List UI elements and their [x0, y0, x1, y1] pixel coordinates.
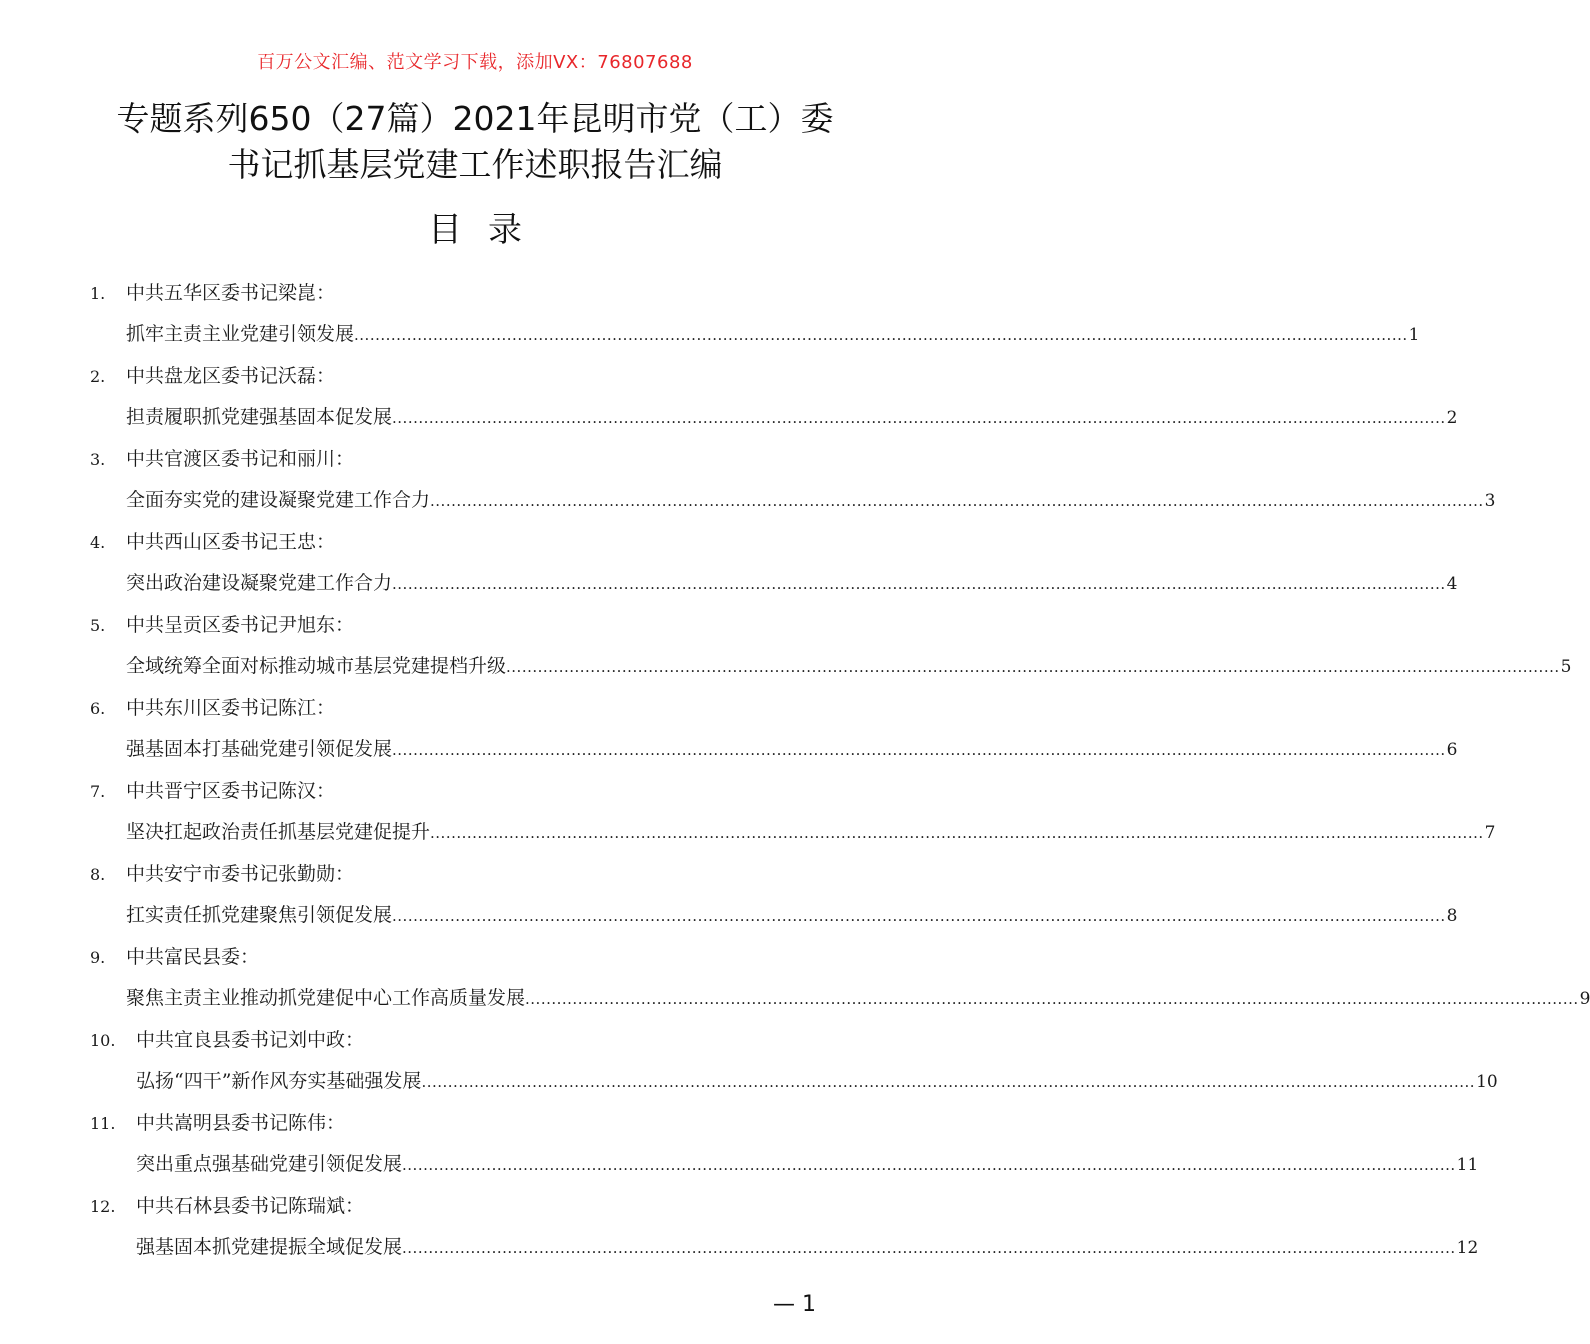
- toc-entry-heading: 中共晋宁区委书记陈汉：: [126, 780, 336, 802]
- toc-entry[interactable]: [0, 521, 1458, 604]
- toc-entry-page-number: 8: [1446, 906, 1458, 926]
- toc-entry-number: 2.: [90, 367, 106, 386]
- toc-entry-heading-row: [90, 444, 354, 475]
- toc-entry-heading-row: [90, 527, 335, 558]
- toc-entry[interactable]: [0, 1019, 1498, 1102]
- toc-dot-leader: ........................................................................................................................................................................................................: [402, 1156, 1456, 1174]
- toc-entry-subtitle-row: [126, 734, 1458, 765]
- toc-entry-number: 1.: [90, 284, 106, 303]
- toc-entry-heading-row: [90, 776, 335, 807]
- toc-entry-heading: 中共嵩明县委书记陈伟：: [136, 1112, 346, 1134]
- toc-entry[interactable]: [0, 770, 1496, 853]
- toc-entry[interactable]: [0, 1102, 1479, 1185]
- toc-entry-heading: 中共五华区委书记梁崑：: [126, 282, 336, 304]
- toc-entry-page-number: 7: [1484, 823, 1496, 843]
- toc-dot-leader: ........................................................................................................................................................................................................: [421, 1073, 1476, 1091]
- toc-entry-page-number: 10: [1476, 1072, 1498, 1092]
- toc-entry[interactable]: [0, 604, 1572, 687]
- page-number-footer: — 1: [773, 1292, 816, 1317]
- toc-entry-heading: 中共西山区委书记王忠：: [126, 531, 336, 553]
- toc-dot-leader: ........................................................................................................................................................................................................: [392, 409, 1446, 427]
- toc-entry-page-number: 6: [1446, 740, 1458, 760]
- toc-dot-leader: ........................................................................................................................................................................................................: [430, 824, 1484, 842]
- toc-entry-subtitle-row: [126, 319, 1420, 350]
- toc-entry[interactable]: [0, 853, 1458, 936]
- document-title-line-1: 专题系列650（27篇）2021年昆明市党（工）委: [116, 99, 834, 138]
- header-banner: 百万公文汇编、范文学习下载，添加VX：76807688: [257, 52, 693, 73]
- toc-entry-number: 6.: [90, 699, 106, 718]
- toc-entry-subtitle: 突出政治建设凝聚党建工作合力: [126, 572, 393, 594]
- toc-entry-heading: 中共石林县委书记陈瑞斌：: [136, 1195, 365, 1217]
- toc-entry[interactable]: [0, 272, 1420, 355]
- toc-entry-subtitle: 强基固本打基础党建引领促发展: [126, 738, 393, 760]
- toc-entry-number: 5.: [90, 616, 106, 635]
- table-of-contents: [0, 272, 1590, 1268]
- toc-entry-heading: 中共安宁市委书记张勤勋：: [126, 863, 355, 885]
- toc-entry-subtitle-row: [136, 1149, 1479, 1180]
- toc-dot-leader: ........................................................................................................................................................................................................: [430, 492, 1484, 510]
- toc-entry-page-number: 5: [1560, 657, 1572, 677]
- toc-entry-subtitle-row: [126, 983, 1590, 1014]
- toc-entry-subtitle: 担责履职抓党建强基固本促发展: [126, 406, 393, 428]
- toc-entry-subtitle: 弘扬“四干”新作风夯实基础强发展: [136, 1070, 422, 1092]
- toc-entry-heading-row: [90, 278, 335, 309]
- toc-dot-leader: ........................................................................................................................................................................................................: [354, 326, 1408, 344]
- toc-entry[interactable]: [0, 438, 1496, 521]
- toc-entry-subtitle: 抓牢主责主业党建引领发展: [126, 323, 355, 345]
- toc-entry[interactable]: [0, 936, 1590, 1019]
- toc-dot-leader: ........................................................................................................................................................................................................: [392, 907, 1446, 925]
- toc-dot-leader: ........................................................................................................................................................................................................: [506, 658, 1560, 676]
- toc-entry-number: 12.: [90, 1197, 116, 1216]
- toc-entry-heading: 中共东川区委书记陈江：: [126, 697, 336, 719]
- toc-entry-subtitle-row: [136, 1232, 1479, 1263]
- toc-entry-heading: 中共盘龙区委书记沃磊：: [126, 365, 336, 387]
- toc-entry-subtitle-row: [126, 900, 1458, 931]
- toc-entry-subtitle: 坚决扛起政治责任抓基层党建促提升: [126, 821, 431, 843]
- toc-entry-page-number: 4: [1446, 574, 1458, 594]
- toc-entry-subtitle-row: [126, 817, 1496, 848]
- toc-entry-subtitle-row: [136, 1066, 1498, 1097]
- toc-entry-heading-row: [90, 610, 354, 641]
- toc-entry-number: 10.: [90, 1031, 116, 1050]
- toc-dot-leader: ........................................................................................................................................................................................................: [392, 741, 1446, 759]
- toc-entry-number: 7.: [90, 782, 106, 801]
- toc-entry[interactable]: [0, 1185, 1479, 1268]
- toc-entry-heading-row: [90, 859, 354, 890]
- toc-entry-heading-row: [90, 942, 259, 973]
- toc-entry[interactable]: [0, 687, 1458, 770]
- toc-dot-leader: ........................................................................................................................................................................................................: [402, 1239, 1456, 1257]
- toc-entry-page-number: 9: [1579, 989, 1590, 1009]
- toc-heading: 目录: [428, 210, 548, 250]
- toc-entry-subtitle: 扛实责任抓党建聚焦引领促发展: [126, 904, 393, 926]
- toc-entry-heading: 中共富民县委：: [126, 946, 260, 968]
- toc-dot-leader: ........................................................................................................................................................................................................: [525, 990, 1579, 1008]
- toc-entry-subtitle: 强基固本抓党建提振全域促发展: [136, 1236, 403, 1258]
- toc-entry-heading: 中共呈贡区委书记尹旭东：: [126, 614, 355, 636]
- toc-entry-page-number: 11: [1456, 1155, 1479, 1175]
- document-title-line-2: 书记抓基层党建工作述职报告汇编: [227, 145, 723, 184]
- toc-entry-heading-row: [90, 1191, 364, 1222]
- toc-entry-subtitle-row: [126, 402, 1458, 433]
- toc-entry-subtitle: 突出重点强基础党建引领促发展: [136, 1153, 403, 1175]
- toc-entry-page-number: 2: [1446, 408, 1458, 428]
- toc-entry-heading-row: [90, 1108, 345, 1139]
- toc-entry-subtitle: 聚焦主责主业推动抓党建促中心工作高质量发展: [126, 987, 526, 1009]
- toc-entry-subtitle-row: [126, 651, 1572, 682]
- toc-entry-subtitle-row: [126, 485, 1496, 516]
- toc-entry-subtitle: 全域统筹全面对标推动城市基层党建提档升级: [126, 655, 507, 677]
- toc-entry[interactable]: [0, 355, 1458, 438]
- toc-entry-page-number: 12: [1456, 1238, 1479, 1258]
- toc-entry-number: 8.: [90, 865, 106, 884]
- toc-entry-number: 9.: [90, 948, 106, 967]
- toc-dot-leader: ........................................................................................................................................................................................................: [392, 575, 1446, 593]
- toc-entry-heading-row: [90, 693, 335, 724]
- toc-entry-page-number: 3: [1484, 491, 1496, 511]
- toc-entry-subtitle-row: [126, 568, 1458, 599]
- toc-entry-subtitle: 全面夯实党的建设凝聚党建工作合力: [126, 489, 431, 511]
- toc-entry-heading-row: [90, 361, 335, 392]
- toc-entry-page-number: 1: [1408, 325, 1420, 345]
- toc-entry-number: 4.: [90, 533, 106, 552]
- document-title: [40, 96, 910, 188]
- toc-entry-number: 3.: [90, 450, 106, 469]
- toc-entry-number: 11.: [90, 1114, 116, 1133]
- toc-entry-heading: 中共宜良县委书记刘中政：: [136, 1029, 365, 1051]
- toc-entry-heading: 中共官渡区委书记和丽川：: [126, 448, 355, 470]
- toc-entry-heading-row: [90, 1025, 364, 1056]
